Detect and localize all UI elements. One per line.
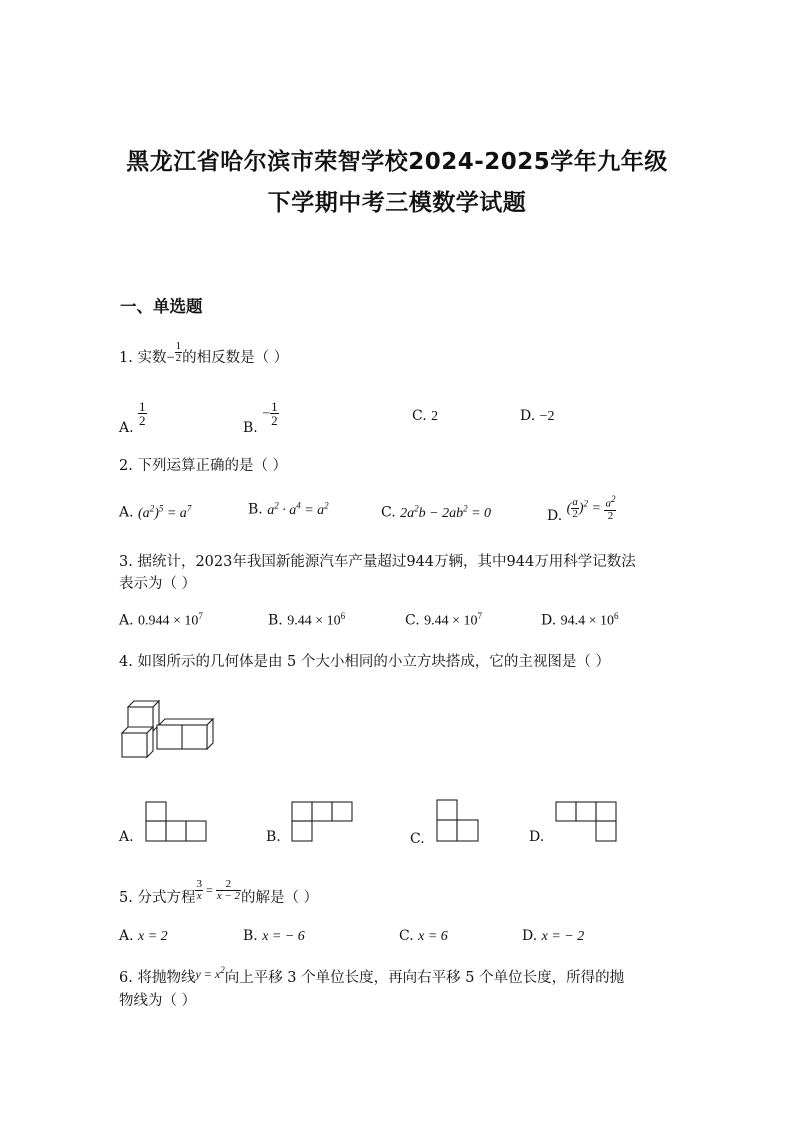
option-label: B. [268, 612, 283, 629]
q1-prefix: 1. 实数 [119, 350, 167, 366]
option-label: C. [412, 408, 427, 424]
option-label: C. [405, 612, 420, 629]
q6-parabola: y = x2 [195, 965, 225, 981]
page-title-line1: 黑龙江省哈尔滨市荣智学校2024-2025学年九年级 [126, 149, 668, 175]
q1-option-b[interactable] [243, 399, 279, 436]
q4-option-d[interactable] [529, 829, 544, 845]
option-label: B. [248, 501, 263, 518]
q2-b-expression: $a^2 \cdot a^4 = a^2$ [267, 500, 329, 518]
option-label: A. [119, 829, 134, 845]
option-label: C. [399, 928, 414, 944]
option-label: A. [119, 504, 134, 521]
q5-equation: $\frac{3}{x}$ = $\frac{2}{x - 2}$ [196, 877, 241, 902]
frac-den: 2 [139, 413, 146, 428]
q3-option-c[interactable] [405, 611, 482, 630]
q4-c-view-figure [436, 799, 480, 843]
q1-option-a[interactable] [119, 399, 147, 436]
option-label: B. [243, 928, 258, 944]
q1-suffix: 的相反数是（ ） [182, 350, 289, 366]
q3-option-a[interactable] [119, 611, 203, 630]
q5-option-c[interactable] [399, 928, 448, 945]
q1-b-fraction [270, 400, 279, 427]
option-label: D. [541, 612, 557, 629]
option-value: 2 [431, 409, 439, 424]
section-heading: 一、单选题 [120, 297, 203, 316]
question-5 [119, 877, 319, 910]
question-6-line1 [119, 966, 624, 987]
q2-a-expression: $(a^2)^5 = a^7$ [138, 503, 192, 521]
question-4: 4. 如图所示的几何体是由 5 个大小相同的小立方块搭成，它的主视图是（ ） [119, 654, 610, 670]
q1-neg-sign: − [166, 350, 175, 366]
option-value: x = − 2 [541, 929, 585, 944]
question-3-line1: 3. 据统计，2023年我国新能源汽车产量超过944万辆，其中944万用科学记数法 [119, 554, 636, 570]
option-label: A. [119, 419, 134, 436]
question-3-line2: 表示为（ ） [119, 576, 197, 592]
q4-b-view-figure [291, 801, 353, 843]
q3-option-d[interactable] [541, 611, 619, 630]
q2-option-a[interactable] [119, 503, 191, 522]
q6-suffix: 向上平移 3 个单位长度，再向右平移 5 个单位长度，所得的抛 [224, 970, 625, 986]
q3-option-b[interactable] [268, 611, 345, 630]
q4-option-c[interactable] [410, 831, 425, 847]
q5-option-b[interactable] [243, 928, 305, 945]
option-label: D. [547, 507, 563, 524]
question-2: 2. 下列运算正确的是（ ） [119, 458, 288, 474]
option-label: C. [381, 504, 396, 521]
option-exponent: 6 [340, 611, 346, 621]
q4-option-b[interactable] [266, 829, 281, 845]
q1-frac-den: 2 [175, 351, 182, 364]
option-value: x = 6 [418, 929, 448, 944]
question-6-line2: 物线为（ ） [119, 993, 197, 1009]
q1-a-fraction [138, 400, 147, 427]
option-value: x = − 6 [262, 929, 305, 944]
q4-option-a[interactable] [119, 829, 134, 845]
frac-den: 2 [271, 413, 278, 428]
q2-option-b[interactable] [248, 500, 329, 519]
option-label: D. [522, 928, 538, 944]
frac-num: 1 [271, 399, 278, 414]
q4-d-view-figure [555, 801, 617, 843]
option-value: 9.44 × 10 [287, 613, 341, 629]
q2-d-expression: ( $\frac{a}{2}$ )$^2$ = $\frac{a^2}{2}$ [566, 494, 616, 522]
q1-option-c[interactable] [412, 408, 438, 425]
option-exponent: 6 [614, 611, 619, 621]
option-value: 9.44 × 10 [424, 613, 478, 629]
q5-option-a[interactable] [119, 928, 168, 945]
option-value: 94.4 × 10 [560, 613, 615, 629]
option-label: B. [266, 829, 281, 845]
frac-num: 1 [139, 399, 146, 414]
q4-a-view-figure [145, 801, 207, 843]
q5-suffix: 的解是（ ） [241, 890, 319, 906]
option-label: B. [243, 419, 258, 436]
q2-c-expression: $2a^2b - 2ab^2 = 0$ [400, 503, 492, 521]
neg-sign: − [262, 406, 271, 422]
option-label: D. [520, 408, 536, 424]
q1-fraction [175, 341, 183, 364]
page-title-line2: 下学期中考三模数学试题 [267, 190, 527, 216]
option-label: C. [410, 831, 425, 847]
q2-option-d[interactable] [547, 495, 616, 522]
option-exponent: 7 [477, 611, 483, 621]
option-value: x = 2 [138, 929, 168, 944]
q5-prefix: 5. 分式方程 [119, 890, 196, 906]
q5-option-d[interactable] [522, 928, 584, 945]
cube-solid-figure [118, 697, 214, 763]
option-label: A. [119, 928, 134, 944]
option-label: A. [119, 612, 134, 629]
option-value: −2 [539, 409, 555, 424]
question-1 [119, 339, 289, 370]
q2-option-c[interactable] [381, 503, 491, 522]
q1-frac-num: 1 [175, 339, 182, 352]
q1-option-d[interactable] [520, 408, 555, 425]
option-exponent: 7 [198, 611, 203, 621]
option-label: D. [529, 829, 545, 845]
option-value: 0.944 × 10 [138, 613, 199, 629]
q6-prefix: 6. 将抛物线 [119, 970, 196, 986]
